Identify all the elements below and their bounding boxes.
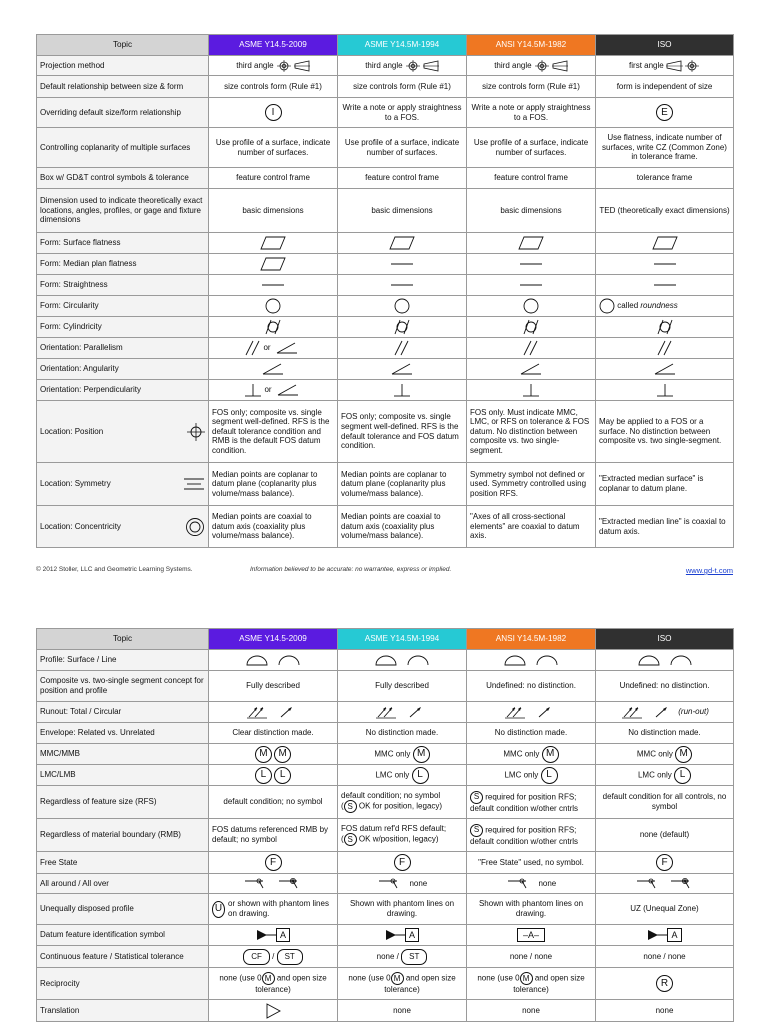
cell-text: OK for position, legacy): [358, 801, 443, 811]
cell-text: and open size tolerance): [513, 973, 585, 995]
cell-text: default condition w/other cntrls: [470, 803, 579, 813]
cell: basic dimensions: [338, 189, 467, 233]
cell: Median points are coplanar to datum plane (coplanarity plus volume/mass balance).: [338, 463, 467, 506]
topic-cell: Form: Circularity: [37, 296, 209, 317]
row-perpendicularity: [37, 380, 734, 401]
cell-text-italic: roundness: [640, 301, 678, 311]
angularity-icon: [517, 362, 545, 376]
flatness-icon: [260, 236, 286, 250]
topic-cell: Orientation: Parallelism: [37, 338, 209, 359]
cell: No distinction made.: [596, 723, 734, 744]
straightness-icon: [652, 282, 678, 288]
comparison-table-1: [36, 34, 734, 548]
all-around-icon: [243, 877, 303, 891]
cell: Fully described: [209, 671, 338, 702]
row-profile: [37, 650, 734, 671]
straightness-icon: [260, 282, 286, 288]
cell: none / none: [596, 946, 734, 968]
cell-text: none (use 0: [219, 973, 262, 983]
statistical-tolerance-symbol: ST: [277, 949, 303, 965]
row-circularity: [37, 296, 734, 317]
row-composite: [37, 671, 734, 702]
cell-text: and open size tolerance): [255, 973, 327, 995]
straightness-icon: [389, 282, 415, 288]
flatness-icon: [518, 236, 544, 250]
row-overriding: [37, 98, 734, 128]
cell: FOS only. Must indicate MMC, LMC, or RFS on tolerance & FOS datum. No distinction between composite vs. two single-segment.: [467, 401, 596, 463]
cell: Undefined: no distinction.: [467, 671, 596, 702]
row-coplanarity: [37, 128, 734, 168]
row-rmb: Regardless of material boundary (RMB) FOS datums referenced RMB by default; no symbol FOS datum ref'd RFS default; ( S OK w/position, legacy) S required for position RFS; default condition w/other cntrls none (default): [37, 819, 734, 852]
header-ansi-1982: ANSI Y14.5M-1982: [467, 35, 596, 56]
perpendicularity-icon: [522, 383, 540, 397]
cell: FOS datums referenced RMB by default; no symbol: [209, 819, 338, 852]
cell-text: called: [617, 301, 639, 311]
cell: none: [467, 1000, 596, 1022]
cell: feature control frame: [209, 168, 338, 189]
statistical-tolerance-symbol: ST: [401, 949, 427, 965]
row-lmc: [37, 765, 734, 786]
row-position: [37, 401, 734, 463]
cell-text: default condition w/other cntrls: [470, 836, 579, 846]
topic-cell: Form: Surface flatness: [37, 233, 209, 254]
header-iso: ISO: [596, 629, 734, 650]
circularity-icon: [523, 298, 539, 314]
free-state-symbol: F: [265, 854, 282, 871]
cell-text: and open size tolerance): [384, 973, 456, 995]
datum-triangle-icon: [647, 929, 667, 941]
cell-text: LMC only: [375, 770, 410, 780]
cell: UZ (Unequal Zone): [596, 894, 734, 925]
or-text: or: [264, 385, 272, 395]
header-topic: Topic: [37, 629, 209, 650]
row-mmc: [37, 744, 734, 765]
runout-icon: [503, 705, 559, 719]
cell-text: first angle: [629, 60, 664, 70]
cell: none (default): [596, 819, 734, 852]
topic-cell: Controlling coplanarity of multiple surfaces: [37, 128, 209, 168]
row-translation: [37, 1000, 734, 1022]
cell-text: OK w/position, legacy): [358, 834, 439, 844]
cell: Use profile of a surface, indicate number of surfaces.: [338, 128, 467, 168]
unequal-profile-symbol: U: [212, 901, 225, 918]
cell-text: FOS datum ref'd RFS default;: [341, 823, 447, 833]
cell-text: required for position RFS;: [485, 792, 577, 802]
website-link[interactable]: www.gd-t.com: [685, 566, 733, 575]
cell: TED (theoretically exact dimensions): [596, 189, 734, 233]
cylindricity-icon: [520, 319, 542, 335]
all-around-icon: [506, 877, 532, 891]
row-dimension: [37, 189, 734, 233]
cell: basic dimensions: [467, 189, 596, 233]
cell: Clear distinction made.: [209, 723, 338, 744]
runout-icon: [374, 705, 430, 719]
cell-text: default condition; no symbol: [341, 790, 441, 800]
topic-cell: Free State: [37, 852, 209, 874]
lmc-symbol: L: [674, 767, 691, 784]
row-projection: [37, 56, 734, 76]
cell: Shown with phantom lines on drawing.: [338, 894, 467, 925]
runout-icon: [245, 705, 301, 719]
topic-cell: Overriding default size/form relationship: [37, 98, 209, 128]
parallelism-icon: [394, 340, 410, 356]
independency-symbol: I: [265, 104, 282, 121]
row-cylindricity: [37, 317, 734, 338]
cell: Median points are coplanar to datum plane (coplanarity plus volume/mass balance).: [209, 463, 338, 506]
cell: "Extracted median surface" is coplanar to datum plane.: [596, 463, 734, 506]
lmc-symbol: L: [412, 767, 429, 784]
cell: feature control frame: [338, 168, 467, 189]
cell-text: none: [376, 951, 395, 961]
header-topic: Topic: [37, 35, 209, 56]
cell: form is independent of size: [596, 76, 734, 98]
parallelism-icon: [245, 340, 261, 356]
row-rfs: Regardless of feature size (RFS) default condition; no symbol default condition; no symbol ( S OK for position, legacy) S required for position RFS; default condition w/other cntrls default condition for all controls, no symbol: [37, 786, 734, 819]
reciprocity-symbol: R: [656, 975, 673, 992]
cell: size controls form (Rule #1): [209, 76, 338, 98]
continuous-feature-symbol: CF: [243, 949, 270, 965]
topic-cell: Orientation: Perpendicularity: [37, 380, 209, 401]
topic-cell: Unequally disposed profile: [37, 894, 209, 925]
topic-cell: Form: Cylindricity: [37, 317, 209, 338]
disclaimer-text: Information believed to be accurate: no warrantee, express or implied.: [250, 566, 452, 573]
free-state-symbol: F: [656, 854, 673, 871]
lmb-symbol: L: [274, 767, 291, 784]
datum-triangle-icon: [385, 929, 405, 941]
perpendicularity-icon: [244, 383, 262, 397]
straightness-icon: [518, 261, 544, 267]
datum-letter-box: A: [276, 928, 290, 942]
all-around-icon: [377, 877, 403, 891]
topic-cell: Location: Position: [40, 426, 104, 436]
cell: none: [338, 1000, 467, 1022]
cell: none: [596, 1000, 734, 1022]
row-straightness: [37, 275, 734, 296]
envelope-symbol: E: [656, 104, 673, 121]
lmc-symbol: L: [541, 767, 558, 784]
row-box: [37, 168, 734, 189]
cell: Write a note or apply straightness to a FOS.: [338, 98, 467, 128]
mmc-symbol: M: [542, 746, 559, 763]
rfs-symbol: S: [344, 833, 357, 846]
third-angle-projection-icon: [405, 60, 439, 72]
profile-icon: [245, 654, 301, 666]
cell: size controls form (Rule #1): [467, 76, 596, 98]
flatness-icon: [260, 257, 286, 271]
angularity-icon: [273, 341, 301, 355]
header-iso: ISO: [596, 35, 734, 56]
straightness-icon: [652, 261, 678, 267]
cylindricity-icon: [654, 319, 676, 335]
perpendicularity-icon: [656, 383, 674, 397]
row-continuous: [37, 946, 734, 968]
perpendicularity-icon: [393, 383, 411, 397]
cell: Symmetry symbol not defined or used. Symmetry controlled using position RFS.: [467, 463, 596, 506]
topic-cell: Dimension used to indicate theoretically exact locations, angles, profiles, or gage and fixture dimensions: [37, 189, 209, 233]
circularity-icon: [265, 298, 281, 314]
header-asme-2009: ASME Y14.5-2009: [209, 35, 338, 56]
topic-cell: Regardless of material boundary (RMB): [37, 819, 209, 852]
slash-text: /: [396, 951, 399, 961]
cell-text: MMC only: [503, 749, 540, 759]
row-angularity: [37, 359, 734, 380]
cylindricity-icon: [262, 319, 284, 335]
topic-cell: Envelope: Related vs. Unrelated: [37, 723, 209, 744]
profile-icon: [637, 654, 693, 666]
cell-text: LMC only: [637, 770, 672, 780]
cell: FOS only; composite vs. single segment well-defined. RFS is the default tolerance condition and RMB is the default FOS datum condition.: [209, 401, 338, 463]
cell-text: MMC only: [374, 749, 411, 759]
row-runout: [37, 702, 734, 723]
symmetry-icon: [183, 477, 205, 491]
topic-cell: Profile: Surface / Line: [37, 650, 209, 671]
topic-cell: Location: Concentricity: [40, 521, 121, 531]
cell: "Extracted median line" is coaxial to datum axis.: [596, 506, 734, 548]
cell: No distinction made.: [467, 723, 596, 744]
cell: Use profile of a surface, indicate number of surfaces.: [209, 128, 338, 168]
topic-cell: Default relationship between size & form: [37, 76, 209, 98]
mmc-symbol: M: [675, 746, 692, 763]
cell-text: none (use 0: [477, 973, 520, 983]
cell-text: LMC only: [504, 770, 539, 780]
topic-cell: Projection method: [37, 56, 209, 76]
cell: feature control frame: [467, 168, 596, 189]
row-parallelism: [37, 338, 734, 359]
cell-text: required for position RFS;: [485, 825, 577, 835]
row-default-relationship: [37, 76, 734, 98]
row-unequal: [37, 894, 734, 925]
topic-cell: Runout: Total / Circular: [37, 702, 209, 723]
row-reciprocity: [37, 968, 734, 1000]
row-symmetry: [37, 463, 734, 506]
third-angle-projection-icon: [276, 60, 310, 72]
cell: Shown with phantom lines on drawing.: [467, 894, 596, 925]
profile-icon: [503, 654, 559, 666]
concentricity-icon: [185, 517, 205, 537]
datum-letter-box: A: [405, 928, 419, 942]
datum-letter-box: A: [667, 928, 681, 942]
cell-text: third angle: [365, 60, 403, 70]
straightness-icon: [389, 261, 415, 267]
mmc-symbol: M: [255, 746, 272, 763]
topic-cell: Box w/ GD&T control symbols & tolerance: [37, 168, 209, 189]
cell: Use flatness, indicate number of surfaces, write CZ (Common Zone) in tolerance frame.: [596, 128, 734, 168]
cell: May be applied to a FOS or a surface. No distinction between composite vs. two single-segment.: [596, 401, 734, 463]
row-datum-id: [37, 925, 734, 946]
cell: default condition; no symbol: [209, 786, 338, 819]
topic-cell: Orientation: Angularity: [37, 359, 209, 380]
cell: Write a note or apply straightness to a FOS.: [467, 98, 596, 128]
cell: basic dimensions: [209, 189, 338, 233]
angularity-icon: [651, 362, 679, 376]
mmc-symbol: M: [413, 746, 430, 763]
row-free-state: [37, 852, 734, 874]
topic-cell: Datum feature identification symbol: [37, 925, 209, 946]
mmb-symbol: M: [274, 746, 291, 763]
topic-cell: All around / All over: [37, 874, 209, 894]
header-ansi-1982: ANSI Y14.5M-1982: [467, 629, 596, 650]
flatness-icon: [652, 236, 678, 250]
cell: No distinction made.: [338, 723, 467, 744]
cell: Use profile of a surface, indicate number of surfaces.: [467, 128, 596, 168]
row-concentricity: [37, 506, 734, 548]
third-angle-projection-icon: [534, 60, 568, 72]
topic-cell: Translation: [37, 1000, 209, 1022]
header-asme-2009: ASME Y14.5-2009: [209, 629, 338, 650]
mmc-symbol: M: [391, 972, 404, 985]
lmc-symbol: L: [255, 767, 272, 784]
free-state-symbol: F: [394, 854, 411, 871]
rfs-symbol: S: [470, 824, 483, 837]
row-median-flatness: [37, 254, 734, 275]
cell: Fully described: [338, 671, 467, 702]
angularity-icon: [388, 362, 416, 376]
cell-text: none (use 0: [348, 973, 391, 983]
or-text: or: [263, 343, 271, 353]
profile-icon: [374, 654, 430, 666]
topic-cell: LMC/LMB: [37, 765, 209, 786]
mmc-symbol: M: [520, 972, 533, 985]
runout-note: (run-out): [678, 707, 709, 717]
header-asme-1994: ASME Y14.5M-1994: [338, 629, 467, 650]
mmc-symbol: M: [262, 972, 275, 985]
cell: size controls form (Rule #1): [338, 76, 467, 98]
angularity-icon: [259, 362, 287, 376]
topic-cell: Location: Symmetry: [40, 479, 111, 489]
cell: "Free State" used, no symbol.: [467, 852, 596, 874]
header-asme-1994: ASME Y14.5M-1994: [338, 35, 467, 56]
cylindricity-icon: [391, 319, 413, 335]
cell: default condition for all controls, no symbol: [596, 786, 734, 819]
cell-text: none: [409, 878, 428, 888]
angularity-icon: [274, 383, 302, 397]
topic-cell: MMC/MMB: [37, 744, 209, 765]
cell: Median points are coaxial to datum axis (coaxiality plus volume/mass balance).: [209, 506, 338, 548]
topic-cell: Composite vs. two-single segment concept for position and profile: [37, 671, 209, 702]
translation-icon: [265, 1003, 281, 1019]
datum-letter-box: –A–: [517, 928, 545, 942]
cell-text: none: [538, 878, 557, 888]
cell: "Axes of all cross-sectional elements" are coaxial to datum axis.: [467, 506, 596, 548]
datum-triangle-icon: [256, 929, 276, 941]
flatness-icon: [389, 236, 415, 250]
parallelism-icon: [523, 340, 539, 356]
first-angle-projection-icon: [666, 60, 700, 72]
cell: FOS only; composite vs. single segment well-defined. RFS is the default tolerance and FOS datum condition.: [338, 401, 467, 463]
cell: none / none: [467, 946, 596, 968]
cell-text: MMC only: [636, 749, 673, 759]
cell: Undefined: no distinction.: [596, 671, 734, 702]
topic-cell: Continuous feature / Statistical tolerance: [37, 946, 209, 968]
comparison-table-2: [36, 628, 734, 1022]
slash-text: /: [272, 951, 275, 961]
circularity-icon: [599, 298, 615, 314]
circularity-icon: [394, 298, 410, 314]
runout-icon: [620, 705, 676, 719]
row-envelope: [37, 723, 734, 744]
topic-cell: Reciprocity: [37, 968, 209, 1000]
topic-cell: Form: Median plan flatness: [37, 254, 209, 275]
all-around-icon: [635, 877, 695, 891]
rfs-symbol: S: [470, 791, 483, 804]
row-all-around: [37, 874, 734, 894]
cell-text: third angle: [494, 60, 532, 70]
topic-cell: Regardless of feature size (RFS): [37, 786, 209, 819]
row-surface-flatness: [37, 233, 734, 254]
straightness-icon: [518, 282, 544, 288]
cell: tolerance frame: [596, 168, 734, 189]
cell: Median points are coaxial to datum axis (coaxiality plus volume/mass balance).: [338, 506, 467, 548]
cell-text: third angle: [236, 60, 274, 70]
topic-cell: Form: Straightness: [37, 275, 209, 296]
parallelism-icon: [657, 340, 673, 356]
position-icon: [187, 423, 205, 441]
cell-text: or shown with phantom lines on drawing.: [228, 899, 329, 918]
copyright-text: © 2012 Stoller, LLC and Geometric Learning Systems.: [36, 566, 193, 573]
rfs-symbol: S: [344, 800, 357, 813]
